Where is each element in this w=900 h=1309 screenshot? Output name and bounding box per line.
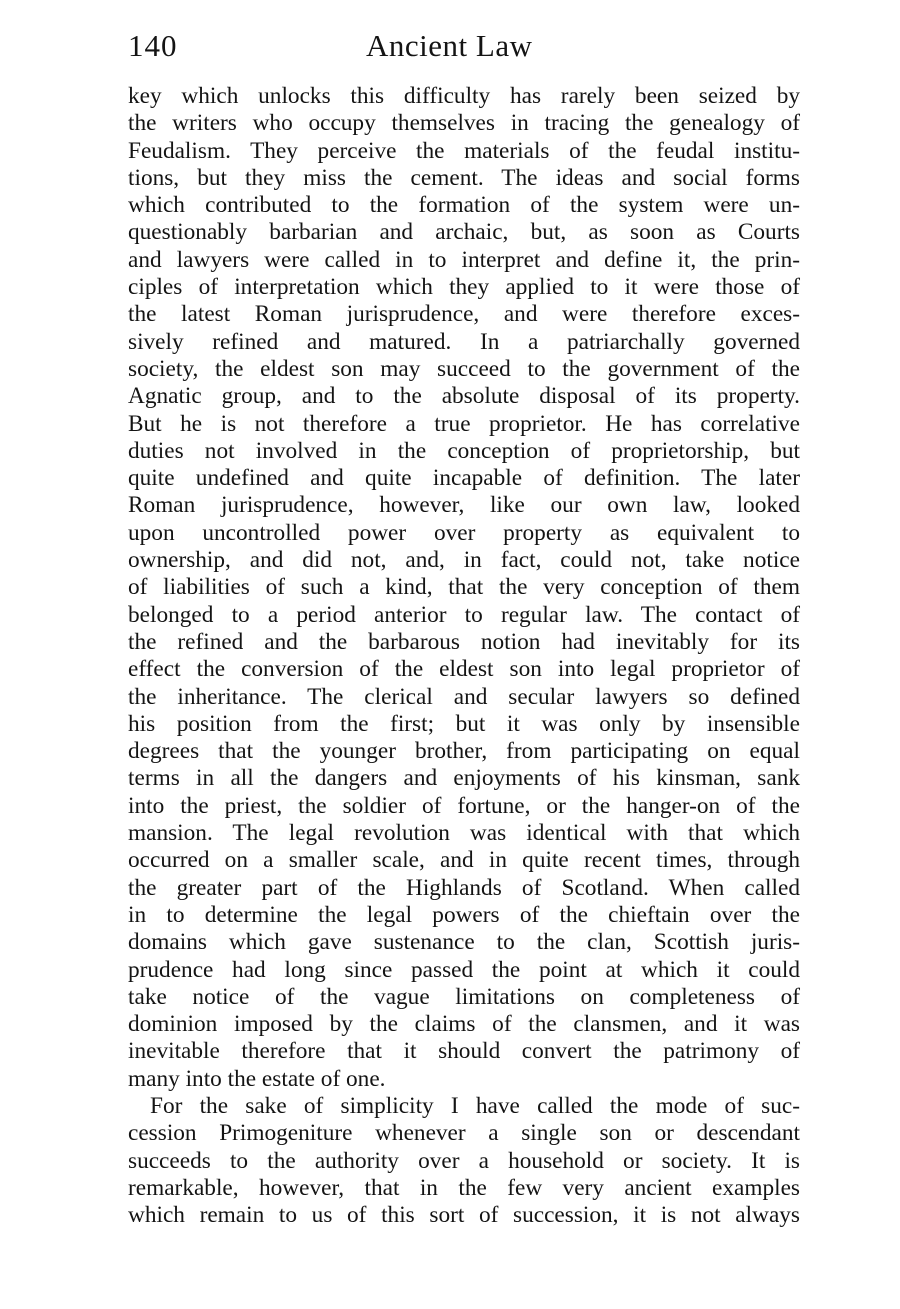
text-line: occurred on a smaller scale, and in quite recent times, through (128, 847, 800, 874)
text-line: terms in all the dangers and enjoyments of his kinsman, sank (128, 765, 800, 792)
text-line: into the priest, the soldier of fortune, or the hanger-on of the (128, 792, 800, 819)
text-line: ownership, and did not, and, in fact, could not, take notice (128, 547, 800, 574)
text-line: belonged to a period anterior to regular law. The contact of (128, 601, 800, 628)
text-line: prudence had long since passed the point at which it could (128, 956, 800, 983)
text-line: the refined and the barbarous notion had inevitably for its (128, 628, 800, 655)
text-line: dominion imposed by the claims of the clansmen, and it was (128, 1011, 800, 1038)
text-line: But he is not therefore a true proprietor. He has correlative (128, 410, 800, 437)
text-line: Feudalism. They perceive the materials of the feudal institu- (128, 137, 800, 164)
text-line: many into the estate of one. (128, 1065, 386, 1092)
text-line: which remain to us of this sort of succession, it is not always (128, 1202, 800, 1229)
text-line: domains which gave sustenance to the clan, Scottish juris- (128, 929, 800, 956)
text-line: For the sake of simplicity I have called the mode of suc- (150, 1092, 800, 1119)
text-line: Agnatic group, and to the absolute disposal of its property. (128, 383, 800, 410)
text-line: questionably barbarian and archaic, but, as soon as Courts (128, 219, 800, 246)
body-text (128, 83, 800, 1229)
page-header (128, 26, 800, 70)
text-line: in to determine the legal powers of the chieftain over the (128, 901, 800, 928)
paragraph-2 (128, 1093, 800, 1229)
text-line: of liabilities of such a kind, that the very conception of them (128, 574, 800, 601)
text-line: Roman jurisprudence, however, like our own law, looked (128, 492, 800, 519)
text-line: his position from the first; but it was only by insensible (128, 710, 800, 737)
text-line: and lawyers were called in to interpret and define it, the prin- (128, 246, 800, 273)
text-line: inevitable therefore that it should convert the patrimony of (128, 1038, 800, 1065)
text-line: take notice of the vague limitations on completeness of (128, 983, 800, 1010)
text-line: society, the eldest son may succeed to the government of the (128, 355, 800, 382)
text-line: key which unlocks this difficulty has rarely been seized by (128, 83, 800, 109)
text-line: degrees that the younger brother, from participating on equal (128, 738, 800, 765)
text-line: cession Primogeniture whenever a single son or descendant (128, 1120, 800, 1147)
text-line: which contributed to the formation of the system were un- (128, 192, 800, 219)
text-line: the greater part of the Highlands of Scotland. When called (128, 874, 800, 901)
text-line: remarkable, however, that in the few very ancient examples (128, 1174, 800, 1201)
text-line: mansion. The legal revolution was identical with that which (128, 820, 800, 847)
text-line: duties not involved in the conception of proprietorship, but (128, 437, 800, 464)
running-title: Ancient Law (366, 28, 533, 63)
text-line: ciples of interpretation which they applied to it were those of (128, 274, 800, 301)
text-line: the writers who occupy themselves in tracing the genealogy of (128, 110, 800, 137)
text-line: succeeds to the authority over a household or society. It is (128, 1147, 800, 1174)
text-line: sively refined and matured. In a patriarchally governed (128, 328, 800, 355)
paragraph-1 (128, 83, 800, 1093)
page-number: 140 (128, 28, 178, 63)
text-line: effect the conversion of the eldest son into legal proprietor of (128, 656, 800, 683)
text-line: quite undefined and quite incapable of definition. The later (128, 465, 800, 492)
text-line: upon uncontrolled power over property as equivalent to (128, 519, 800, 546)
text-line: the latest Roman jurisprudence, and were therefore exces- (128, 301, 800, 328)
text-line: the inheritance. The clerical and secular lawyers so defined (128, 683, 800, 710)
text-line: tions, but they miss the cement. The ideas and social forms (128, 164, 800, 191)
